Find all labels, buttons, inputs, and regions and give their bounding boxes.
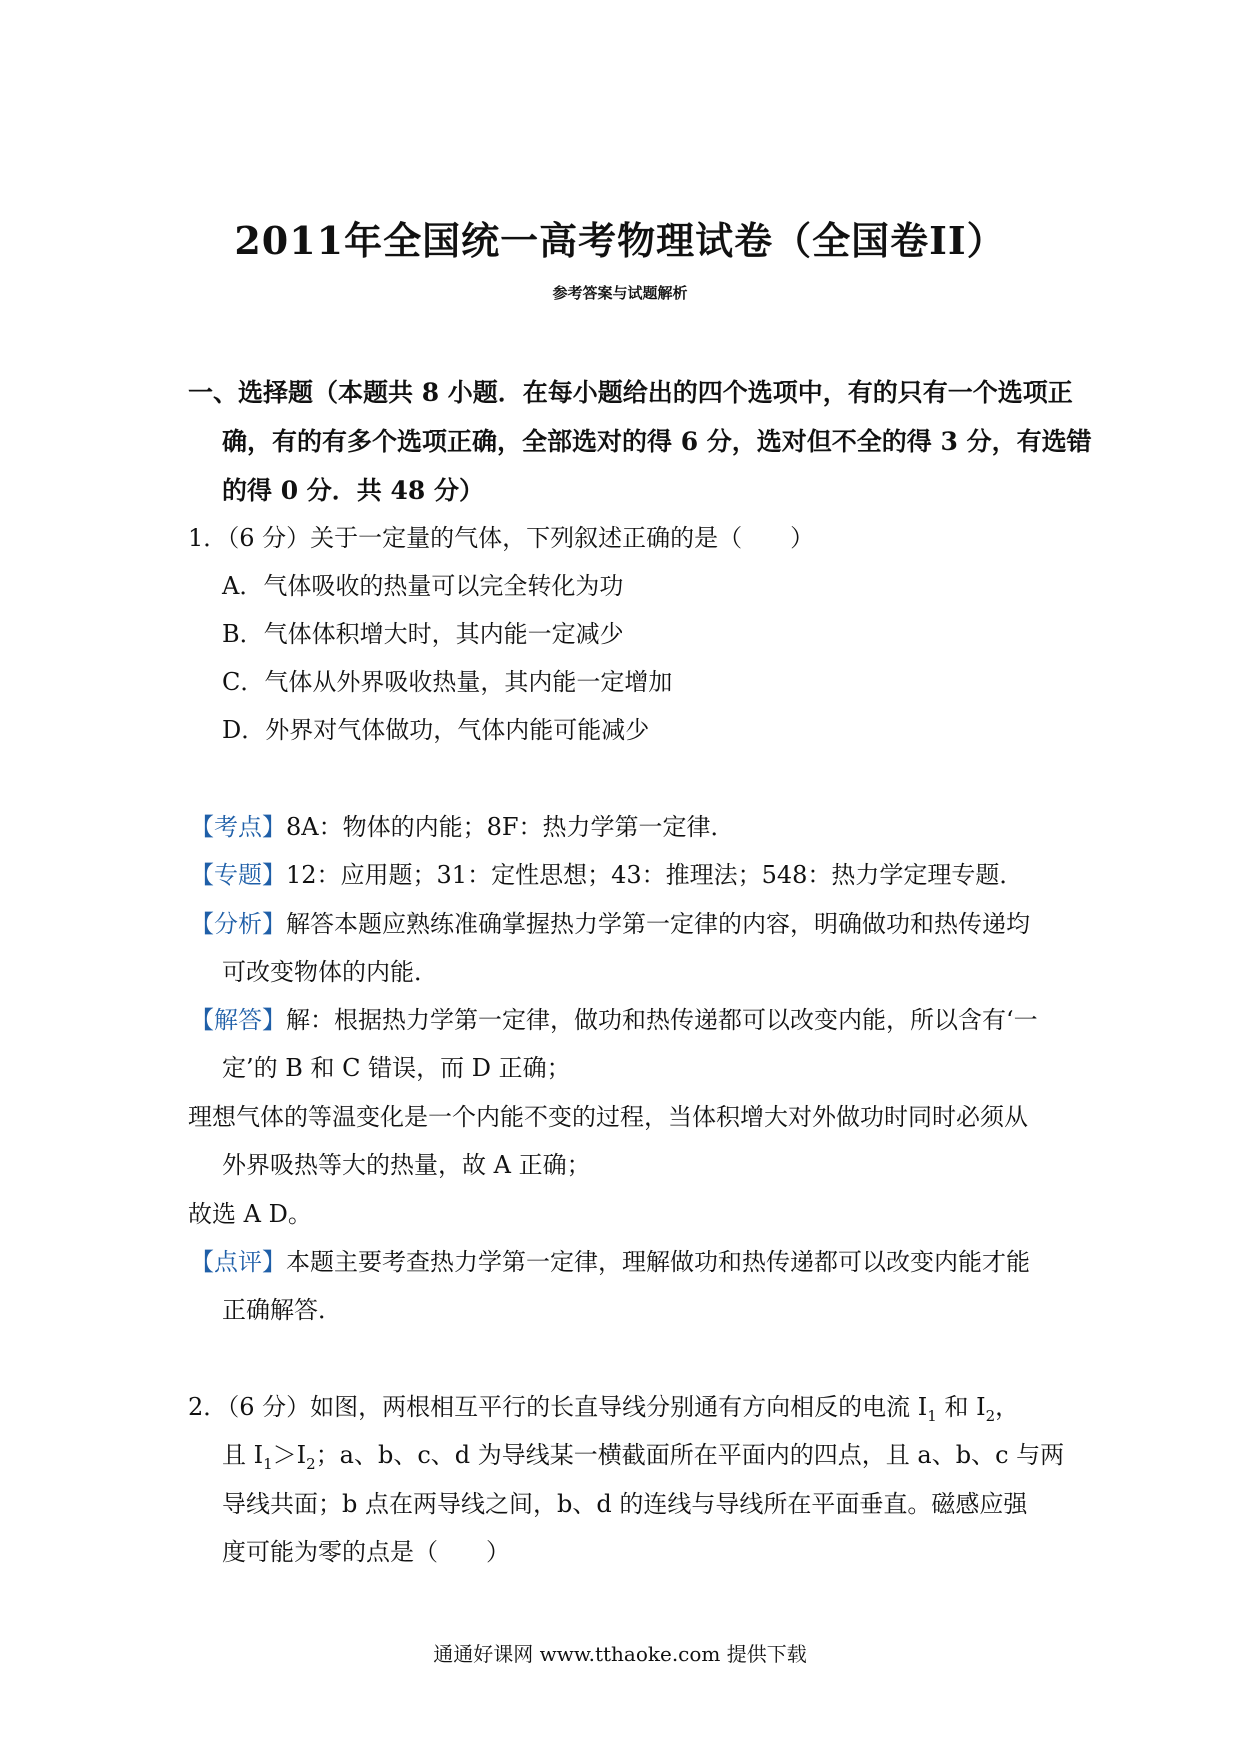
question-1-option-c: C．气体从外界吸收热量，其内能一定增加	[222, 668, 673, 696]
jieda-text-line4: 外界吸热等大的热量，故 A 正确；	[222, 1151, 591, 1179]
jieda-text-line1: 解：根据热力学第一定律，做功和热传递都可以改变内能，所以含有‘一	[286, 1006, 1038, 1034]
question-2-line2	[222, 1435, 1064, 1473]
section-heading: 一、选择题（本题共 8 小题．在每小题给出的四个选项中，有的只有一个选项正确，有的有多个选项正确，全部选对的得 6 分，选对但不全的得 3 分，有选错的得 0 分．共 48 分）	[188, 378, 1092, 505]
fenxi-text-line2: 可改变物体的内能．	[222, 958, 438, 986]
jieda-text-line3: 理想气体的等温变化是一个内能不变的过程，当体积增大对外做功时同时必须从	[188, 1103, 1028, 1131]
question-1-option-b: B．气体体积增大时，其内能一定减少	[222, 620, 624, 648]
page-subtitle: 参考答案与试题解析	[552, 284, 688, 302]
question-2-line1-text-a: 2．（6 分）如图，两根相互平行的长直导线分别通有方向相反的电流 I	[188, 1393, 928, 1421]
dianping-text-line2: 正确解答．	[222, 1296, 342, 1324]
question-2-line1-text-c: ，	[995, 1393, 1020, 1421]
fenxi-tag: 【分析】	[190, 910, 286, 938]
fenxi-text-line1: 解答本题应熟练准确掌握热力学第一定律的内容，明确做功和热传递均	[286, 910, 1030, 938]
jieda-text-line2: 定’的 B 和 C 错误，而 D 正确；	[222, 1054, 571, 1082]
current-i2-subscript: 2	[306, 1454, 316, 1473]
jieda-text-line5: 故选 A D。	[188, 1200, 312, 1228]
question-2-line4: 度可能为零的点是（ ）	[222, 1538, 510, 1566]
kaodian-row	[190, 807, 735, 842]
page-title: 2011年全国统一高考物理试卷（全国卷II）	[234, 218, 1006, 263]
kaodian-tag: 【考点】	[190, 813, 286, 841]
question-2-line1-text-b: 和 I	[936, 1393, 986, 1421]
question-2-line2-text-a: 且 I	[222, 1441, 264, 1469]
dianping-tag: 【点评】	[190, 1248, 286, 1276]
question-1-option-d: D．外界对气体做功，气体内能可能减少	[222, 716, 650, 744]
fenxi-row	[190, 904, 1030, 939]
dianping-row	[190, 1242, 1030, 1277]
current-i1-subscript: 1	[263, 1454, 273, 1473]
page-footer: 通通好课网 www.tthaoke.com 提供下载	[433, 1642, 807, 1666]
dianping-text-line1: 本题主要考查热力学第一定律，理解做功和热传递都可以改变内能才能	[286, 1248, 1030, 1276]
question-2-line2-text-b: ＞I	[272, 1441, 307, 1469]
question-1-option-a: A．气体吸收的热量可以完全转化为功	[222, 572, 624, 600]
zhuanti-tag: 【专题】	[190, 861, 286, 889]
question-2-line3: 导线共面；b 点在两导线之间，b、d 的连线与导线所在平面垂直。磁感应强	[222, 1490, 1028, 1518]
question-1-stem: 1．（6 分）关于一定量的气体，下列叙述正确的是（ ）	[188, 524, 815, 552]
jieda-row	[190, 1000, 1038, 1035]
question-2-line2-text-c: ；a、b、c、d 为导线某一横截面所在平面内的四点，且 a、b、c 与两	[315, 1441, 1065, 1469]
jieda-tag: 【解答】	[190, 1006, 286, 1034]
question-2-line1	[188, 1387, 1019, 1425]
kaodian-text: 8A：物体的内能；8F：热力学第一定律．	[286, 813, 735, 841]
current-i2-subscript: 2	[985, 1406, 996, 1425]
zhuanti-row	[190, 855, 1023, 890]
current-i1-subscript: 1	[927, 1406, 937, 1425]
zhuanti-text: 12：应用题；31：定性思想；43：推理法；548：热力学定理专题．	[286, 861, 1024, 889]
